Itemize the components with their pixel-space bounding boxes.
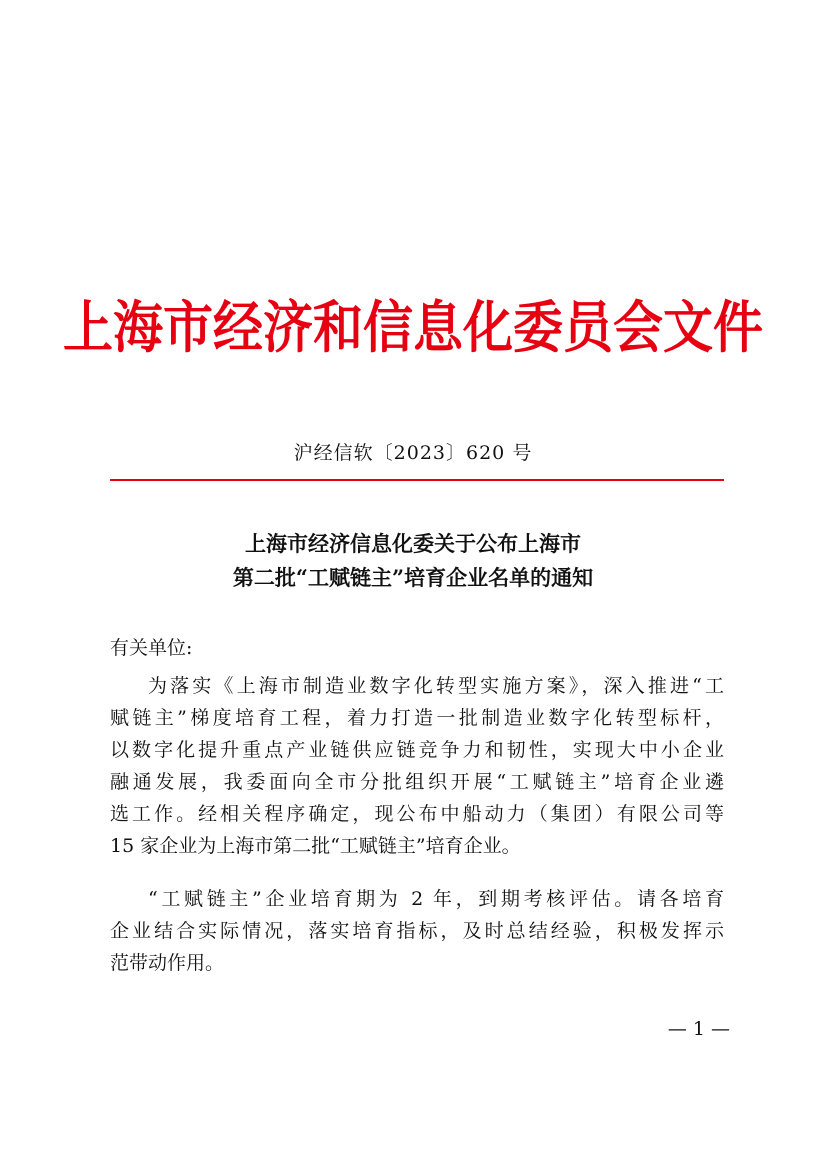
notice-title-line-1: 上海市经济信息化委关于公布上海市 bbox=[245, 531, 581, 556]
body-paragraph-1 bbox=[110, 670, 724, 862]
text-line: 以数字化提升重点产业链供应链竞争力和韧性，实现大中小企业 bbox=[110, 739, 724, 761]
text-line: 赋链主”梯度培育工程，着力打造一批制造业数字化转型标杆， bbox=[110, 707, 724, 729]
text-line: 选工作。经相关程序确定，现公布中船动力（集团）有限公司等 bbox=[110, 803, 724, 825]
text-line: 15 家企业为上海市第二批“工赋链主”培育企业。 bbox=[110, 835, 521, 857]
notice-title-line-2: 第二批“工赋链主”培育企业名单的通知 bbox=[232, 565, 594, 590]
text-line: 范带动作用。 bbox=[110, 952, 225, 974]
notice-title bbox=[0, 527, 826, 595]
text-line: 企业结合实际情况，落实培育指标，及时总结经验，积极发挥示 bbox=[110, 920, 724, 942]
body-paragraph-2 bbox=[110, 883, 724, 979]
page-number: — 1 — bbox=[667, 1018, 730, 1040]
salutation: 有关单位: bbox=[110, 637, 193, 659]
issuer-header: 上海市经济和信息化委员会文件 bbox=[63, 294, 763, 361]
text-line: 融通发展，我委面向全市分批组织开展“工赋链主”培育企业遴 bbox=[110, 771, 724, 793]
text-line: “工赋链主”企业培育期为 2 年，到期考核评估。请各培育 bbox=[148, 888, 724, 910]
document-number: 沪经信软〔2023〕620 号 bbox=[293, 442, 533, 464]
text-line: 为落实《上海市制造业数字化转型实施方案》，深入推进“工 bbox=[148, 675, 724, 697]
red-divider-line bbox=[110, 479, 724, 481]
